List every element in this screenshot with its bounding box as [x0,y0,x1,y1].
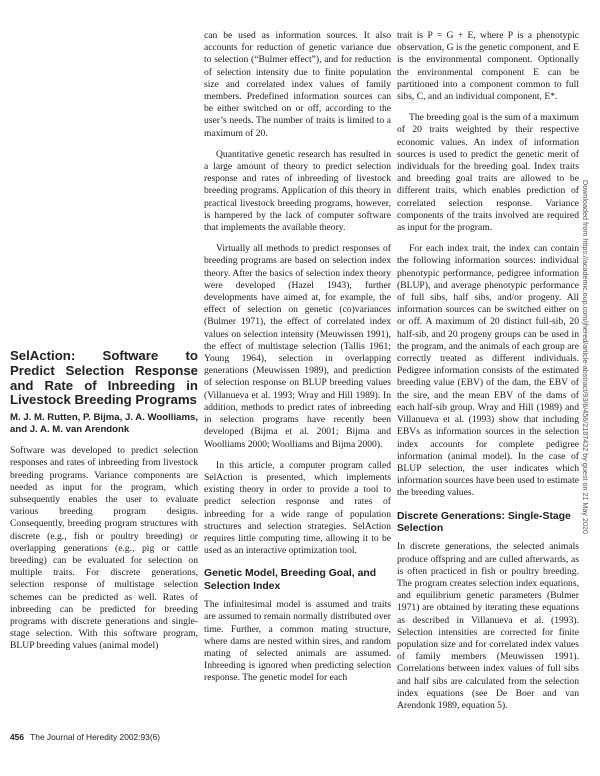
paragraph: The infinitesimal model is assumed and traits are assumed to remain normally distributed over time. Further, a common mating structure, where dams are nested within sires, and random mating of selected animals are assumed. Inbreeding is ignored when predicting selection response. The genetic model for each [204,599,391,684]
middle-column [204,30,391,685]
left-column [10,349,198,653]
right-column [397,30,579,712]
section-heading: Genetic Model, Breeding Goal, and Selection Index [204,568,377,592]
page-footer [10,732,160,742]
paragraph: The breeding goal is the sum of a maximum of 20 traits weighted by their respective economic values. An index of information sources is used to predict the genetic merit of individuals for the breeding goal. Index traits and breeding goal traits are allowed to be different traits, which enables prediction of correlated selection response. Variance components of the traits involved are required as input for the program. [397,112,579,234]
paragraph: Virtually all methods to predict responses of breeding programs are based on selection index theory. After the basics of selection index theory were developed (Hazel 1943), further developments have aimed at, for example, the effect of selection on genetic (co)variances (Bulmer 1971), the effect of correlated index values on selection intensity (Meuwissen 1991), the effect of multistage selection (Tallis 1961; Young 1964), selection in overlapping generations (Meuwissen 1989), and prediction of selection response on BLUP breeding values (Villanueva et al. 1993; Wray and Hill 1989). In addition, methods to predict rates of inbreeding in selection programs have recently been developed (Bijma et al. 2001; Bijma and Woolliams 2000; Woolliams and Bijma 2000). [204,243,391,450]
paragraph: Quantitative genetic research has resulted in a large amount of theory to predict selection response and rates of inbreeding of livestock breeding programs. Application of this theory in practical livestock breeding programs, however, is hampered by the lack of computer software that implements the available theory. [204,148,391,234]
download-watermark: Downloaded from https://academic.oup.com/jhered/article-abstract/93/6/456/2187432 by guest on 21 May 2020 [581,180,590,534]
paragraph: In this article, a computer program called SelAction is presented, which implements existing theory in order to provide a tool to predict selection response and rates of inbreeding for a wide range of population structures and selection strategies. SelAction requires little computing time, allowing it to be used as an interactive optimization tool. [204,459,391,557]
paragraph: trait is P = G + E, where P is a phenotypic observation, G is the genetic component, and E is the environmental component. Optionally the environmental component E can be partitioned into a component common to full sibs, C, and an individual component, E*. [397,30,579,103]
abstract-text: Software was developed to predict selection responses and rates of inbreeding from livestock breeding programs. Variance components are needed as input for the program, which subsequently enables the user to evaluate various breeding program designs. Consequently, breeding program structures with discrete (e.g., fish or poultry breeding) or overlapping generations (e.g., pig or cattle breeding) can be evaluated for selection on multiple traits. For discrete generations, selection response of multistage selection schemes can be predicted as well. Rates of inbreeding can be predicted for breeding programs with discrete generations and single-stage selection. With this software program, BLUP breeding values (animal model) [10,445,198,652]
article-title: SelAction: Software to Predict Selection Response and Rate of Inbreeding in Livestock Breeding Programs [10,348,198,408]
page-number: 456 [10,732,24,742]
section-heading: Discrete Generations: Single-Stage Selection [397,510,571,534]
journal-citation: The Journal of Heredity 2002:93(6) [30,732,161,742]
article-authors: M. J. M. Rutten, P. Bijma, J. A. Woolliams, and J. A. M. van Arendonk [10,412,198,436]
paragraph: can be used as information sources. It also accounts for reduction of genetic variance due to selection (“Bulmer effect”), and for reduction of selection intensity due to finite population size and correlated index values of family members. Predefined information sources can be either switched on or off, according to the user’s needs. The number of traits is limited to a maximum of 20. [204,30,391,139]
paragraph: For each index trait, the index can contain the following information sources: individual phenotypic performance, pedigree information (BLUP), and average phenotypic performance of full sibs, half sibs, and/or progeny. All information sources can be switched either on or off. A maximum of 20 distinct full-sib, 20 half-sib, and 20 progeny groups can be used in the program, and the animals of each group are correctly treated as different individuals. Pedigree information consists of the estimated breeding value (EBV) of the dam, the EBV of the sire, and the mean EBV of the dams of each half-sib group. Wray and Hill (1989) and Villanueva et al. (1993) show that including EBVs as information sources in the selection index accounts for complete pedigree information (animal model). In the case of BLUP selection, the user indicates which information sources have been used to estimate the breeding values. [397,243,579,499]
paragraph: In discrete generations, the selected animals produce offspring and are culled afterwards, as is often practiced in fish or poultry breeding. The program creates selection index equations, and equilibrium genetic parameters (Bulmer 1971) are obtained by iterating these equations as described in Villanueva et al. (1993). Selection intensities are corrected for finite population size and for correlated index values of family members (Meuwissen 1991). Correlations between index values of full sibs and half sibs are calculated from the selection index equations (see De Boer and van Arendonk 1989, equation 5). [397,541,579,711]
